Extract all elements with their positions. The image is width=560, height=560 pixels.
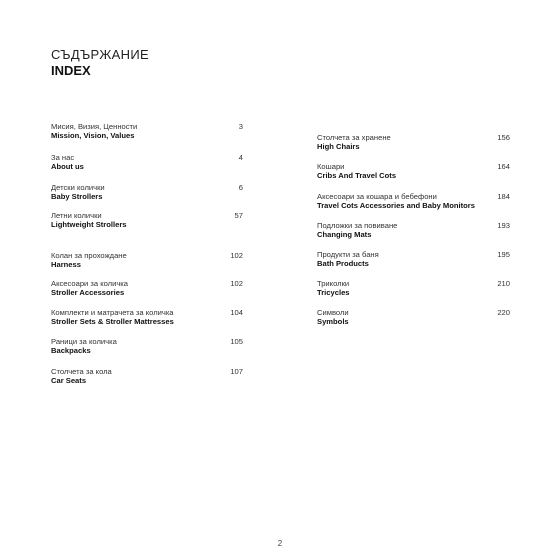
title-bulgarian: СЪДЪРЖАНИЕ bbox=[51, 47, 149, 62]
entry-label-en: Cribs And Travel Cots bbox=[317, 171, 397, 180]
toc-entry-changing-mats[interactable] bbox=[317, 221, 510, 239]
entry-label-en: Mission, Vision, Values bbox=[51, 131, 135, 140]
entry-label-en: Bath Products bbox=[317, 259, 369, 268]
entry-label-bg: Столчета за кола bbox=[51, 367, 112, 376]
toc-entry-lightweight-strollers[interactable] bbox=[51, 211, 243, 229]
entry-label-bg: Кошари bbox=[317, 162, 345, 171]
entry-label-en: About us bbox=[51, 162, 84, 171]
entry-page-number: 57 bbox=[234, 211, 243, 220]
entry-label-en: Changing Mats bbox=[317, 230, 372, 239]
entry-page-number: 105 bbox=[230, 337, 243, 346]
entry-label-en: Tricycles bbox=[317, 288, 350, 297]
toc-entry-bath-products[interactable] bbox=[317, 250, 510, 268]
entry-label-en: Symbols bbox=[317, 317, 349, 326]
entry-label-bg: Колан за прохождане bbox=[51, 251, 127, 260]
footer-page-number: 2 bbox=[277, 539, 283, 548]
toc-entry-tricycles[interactable] bbox=[317, 279, 510, 297]
entry-page-number: 3 bbox=[238, 122, 243, 131]
entry-page-number: 156 bbox=[497, 133, 510, 142]
entry-label-bg: Символи bbox=[317, 308, 349, 317]
entry-page-number: 4 bbox=[238, 153, 243, 162]
entry-page-number: 193 bbox=[497, 221, 510, 230]
entry-label-en: Lightweight Strollers bbox=[51, 220, 127, 229]
entry-label-bg: Аксесоари за кошара и бебефони bbox=[317, 192, 437, 201]
entry-page-number: 6 bbox=[238, 183, 243, 192]
entry-label-bg: Летни колички bbox=[51, 211, 102, 220]
entry-label-en: High Chairs bbox=[317, 142, 360, 151]
title-english: INDEX bbox=[51, 63, 91, 78]
toc-entry-car-seats[interactable] bbox=[51, 367, 243, 385]
toc-entry-backpacks[interactable] bbox=[51, 337, 243, 355]
entry-page-number: 102 bbox=[230, 279, 243, 288]
entry-page-number: 102 bbox=[230, 251, 243, 260]
entry-label-bg: Подложки за повиване bbox=[317, 221, 398, 230]
entry-label-bg: Комплекти и матрачета за количка bbox=[51, 308, 174, 317]
toc-entry-baby-strollers[interactable] bbox=[51, 183, 243, 201]
entry-page-number: 104 bbox=[230, 308, 243, 317]
entry-label-en: Stroller Sets & Stroller Mattresses bbox=[51, 317, 174, 326]
toc-entry-high-chairs[interactable] bbox=[317, 133, 510, 151]
entry-label-bg: За нас bbox=[51, 153, 75, 162]
entry-label-en: Harness bbox=[51, 260, 81, 269]
toc-entry-mission[interactable] bbox=[51, 122, 243, 140]
entry-label-bg: Мисия, Визия, Ценности bbox=[51, 122, 138, 131]
entry-label-bg: Раници за количка bbox=[51, 337, 117, 346]
entry-label-en: Car Seats bbox=[51, 376, 87, 385]
entry-page-number: 220 bbox=[497, 308, 510, 317]
toc-entry-stroller-sets[interactable] bbox=[51, 308, 243, 326]
entry-label-en: Baby Strollers bbox=[51, 192, 103, 201]
entry-page-number: 184 bbox=[497, 192, 510, 201]
entry-label-bg: Продукти за баня bbox=[317, 250, 379, 259]
entry-page-number: 210 bbox=[497, 279, 510, 288]
toc-entry-symbols[interactable] bbox=[317, 308, 510, 326]
toc-entry-stroller-accessories[interactable] bbox=[51, 279, 243, 297]
entry-page-number: 195 bbox=[497, 250, 510, 259]
toc-entry-about-us[interactable] bbox=[51, 153, 243, 171]
index-heading bbox=[51, 47, 149, 79]
entry-label-bg: Триколки bbox=[317, 279, 350, 288]
entry-label-bg: Детски колички bbox=[51, 183, 105, 192]
toc-entry-travel-cots-accessories[interactable] bbox=[317, 192, 510, 210]
entry-label-en: Travel Cots Accessories and Baby Monitors bbox=[317, 201, 475, 210]
toc-entry-cribs[interactable] bbox=[317, 162, 510, 180]
entry-label-bg: Аксесоари за количка bbox=[51, 279, 129, 288]
entry-label-en: Backpacks bbox=[51, 346, 91, 355]
entry-page-number: 107 bbox=[230, 367, 243, 376]
entry-page-number: 164 bbox=[497, 162, 510, 171]
entry-label-en: Stroller Accessories bbox=[51, 288, 125, 297]
toc-entry-harness[interactable] bbox=[51, 251, 243, 269]
entry-label-bg: Столчета за хранене bbox=[317, 133, 391, 142]
